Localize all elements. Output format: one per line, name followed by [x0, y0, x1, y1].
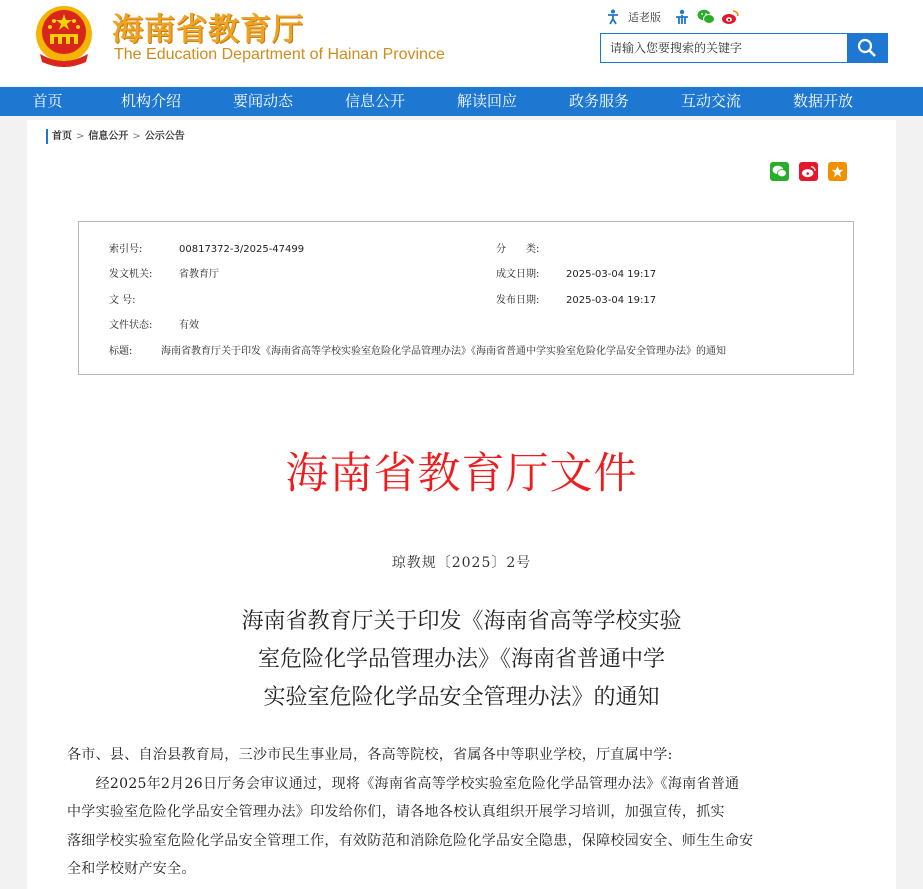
- document-title-line-1: 海南省教育厅关于印发《海南省高等学校实验: [241, 609, 682, 634]
- share-bar: [770, 162, 857, 181]
- meta-publish-date-label: 发布日期:: [496, 295, 540, 306]
- document-number: 琼教规〔2025〕2号: [391, 555, 532, 571]
- nav-item-home[interactable]: 首页: [32, 92, 63, 110]
- meta-category-label: 分 类:: [496, 244, 540, 255]
- main-nav: [0, 87, 923, 116]
- national-emblem-icon: [30, 4, 98, 68]
- nav-item-news[interactable]: 要闻动态: [232, 92, 293, 110]
- search-icon: [857, 38, 877, 58]
- body-line-3: 中学实验室危险化学品安全管理办法》印发给你们，请各地各校认真组织开展学习培训，加强宣传，抓实: [67, 804, 725, 820]
- nav-item-open-data[interactable]: 数据开放: [792, 92, 853, 110]
- document-org-header: 海南省教育厅文件: [285, 449, 638, 499]
- document-title-line-3: 实验室危险化学品安全管理办法》的通知: [263, 685, 660, 710]
- body-line-2: 经2025年2月26日厅务会审议通过，现将《海南省高等学校实验室危险化学品管理办法》《海南省普通: [67, 776, 740, 792]
- site-subtitle: The Education Department of Hainan Province: [114, 46, 445, 63]
- breadcrumb-notices[interactable]: 公示公告: [144, 131, 185, 142]
- meta-written-date-value: 2025-03-04 19:17: [566, 269, 657, 280]
- top-tools: [604, 7, 745, 27]
- wechat-icon[interactable]: [697, 8, 715, 26]
- meta-doc-no-label: 文 号:: [109, 295, 136, 306]
- site-header: [0, 0, 923, 86]
- nav-item-interpretation[interactable]: 解读回应: [456, 92, 517, 110]
- nav-item-gov-services[interactable]: 政务服务: [568, 92, 629, 110]
- breadcrumb-info-disclosure[interactable]: 信息公开: [88, 131, 129, 142]
- breadcrumb: [46, 129, 185, 144]
- share-weibo-icon[interactable]: [799, 162, 818, 181]
- elder-icon[interactable]: [673, 8, 691, 26]
- accessibility-icon[interactable]: [604, 8, 622, 26]
- meta-status-label: 文件状态:: [109, 320, 153, 331]
- elder-mode-link[interactable]: 适老版: [628, 11, 661, 24]
- meta-status-value: 有效: [179, 320, 199, 331]
- nav-item-interaction[interactable]: 互动交流: [680, 92, 741, 110]
- meta-title-value: 海南省教育厅关于印发《海南省高等学校实验室危险化学品管理办法》《海南省普通中学实验室危险化学品安全管理办法》的通知: [161, 346, 726, 357]
- search-button[interactable]: [847, 34, 887, 62]
- meta-index-value: 00817372-3/2025-47499: [179, 244, 305, 255]
- document-title-line-2: 室危险化学品管理办法》《海南省普通中学: [257, 647, 665, 672]
- search-box: [600, 33, 888, 63]
- search-input[interactable]: [601, 34, 848, 62]
- meta-publish-date-value: 2025-03-04 19:17: [566, 295, 657, 306]
- meta-written-date-label: 成文日期:: [496, 269, 540, 280]
- meta-index-label: 索引号:: [109, 244, 143, 255]
- star-icon[interactable]: [828, 162, 847, 181]
- meta-issuer-label: 发文机关:: [109, 269, 153, 280]
- nav-item-info-disclosure[interactable]: 信息公开: [344, 92, 405, 110]
- body-line-4: 落细学校实验室危险化学品安全管理工作，有效防范和消除危险化学品安全隐患，保障校园安全、师生生命安: [67, 833, 754, 849]
- meta-title-label: 标题:: [109, 346, 133, 357]
- document-metadata: [78, 221, 854, 375]
- share-wechat-icon[interactable]: [770, 162, 789, 181]
- weibo-icon[interactable]: [721, 8, 739, 26]
- content-panel: [27, 120, 896, 889]
- body-line-5: 全和学校财产安全。: [67, 861, 196, 877]
- site-title[interactable]: 海南省教育厅: [112, 12, 304, 48]
- breadcrumb-separator: >: [76, 131, 85, 142]
- breadcrumb-separator: >: [132, 131, 141, 142]
- nav-item-organization[interactable]: 机构介绍: [120, 92, 181, 110]
- meta-issuer-value: 省教育厅: [179, 269, 219, 280]
- breadcrumb-home[interactable]: 首页: [52, 131, 72, 142]
- body-line-1: 各市、县、自治县教育局，三沙市民生事业局，各高等院校，省属各中等职业学校，厅直属中学:: [67, 747, 673, 763]
